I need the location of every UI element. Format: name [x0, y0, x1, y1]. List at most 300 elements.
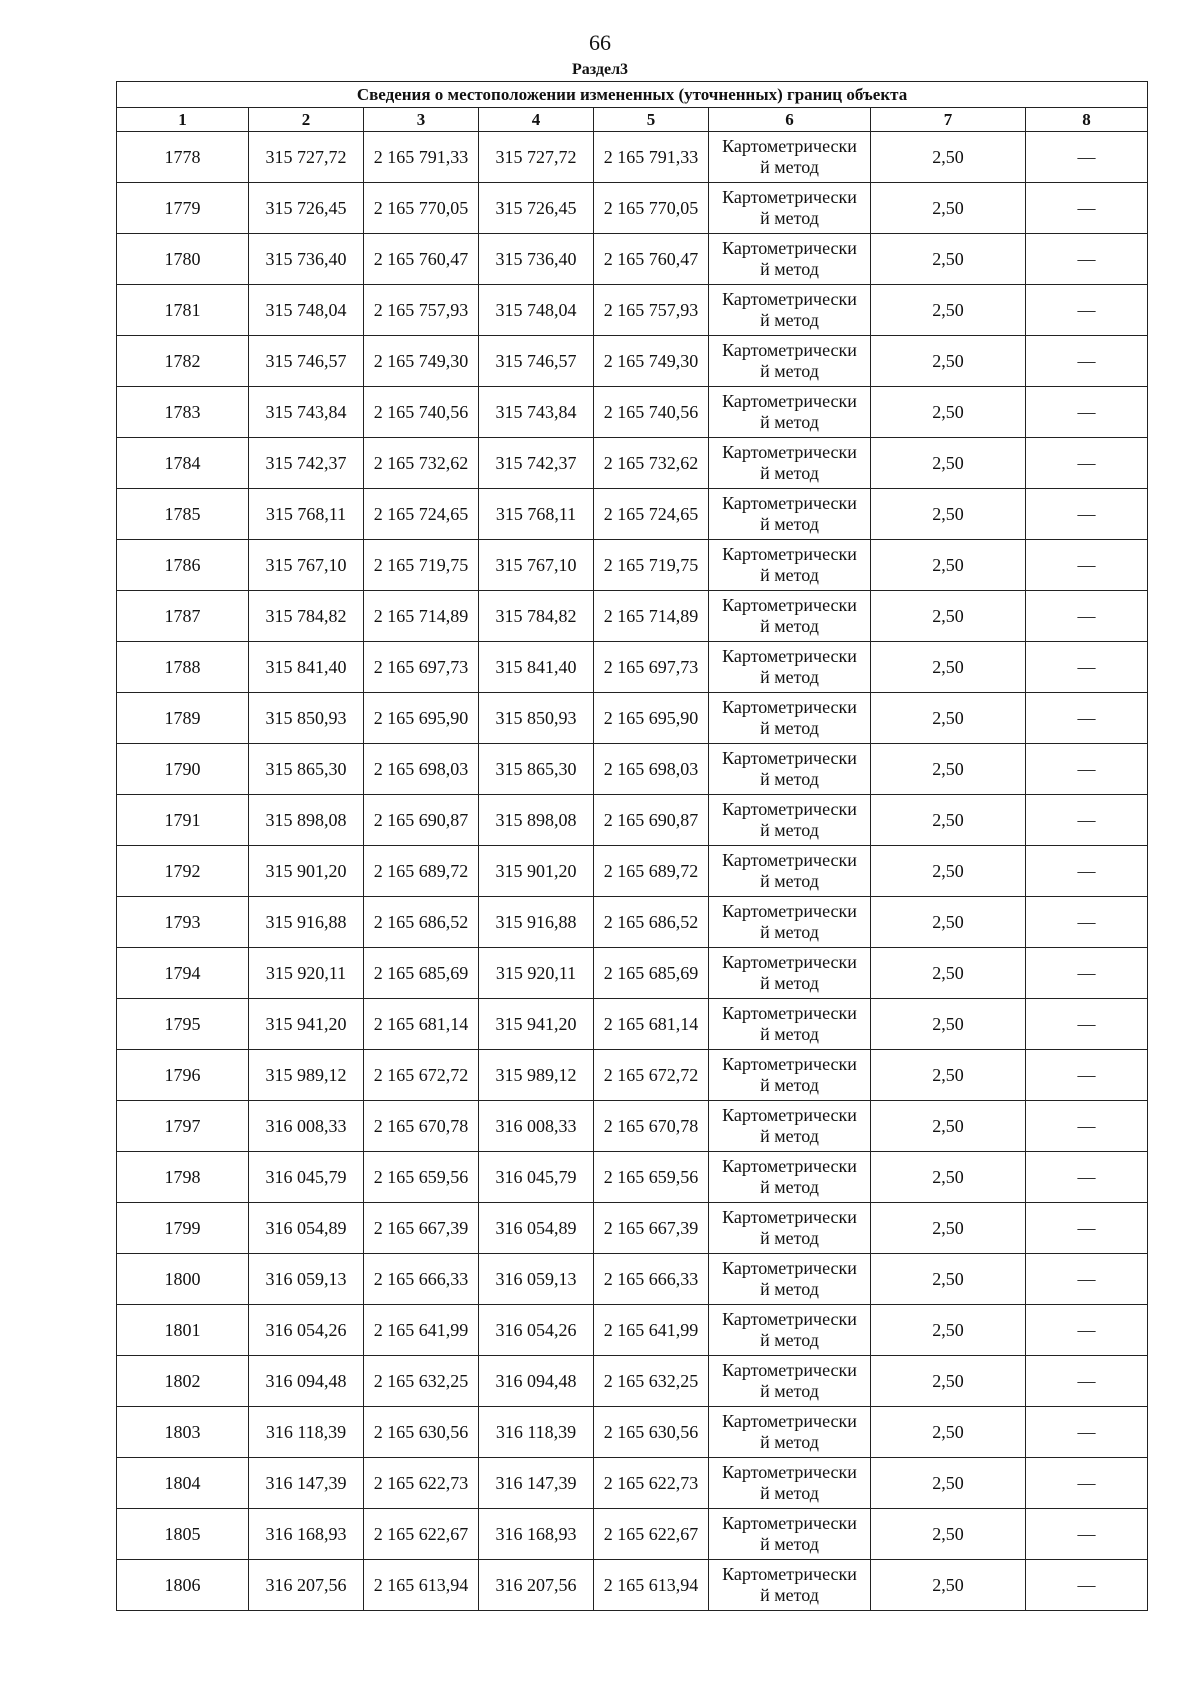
- table-caption: Сведения о местоположении измененных (уточненных) границ объекта: [117, 82, 1148, 108]
- method-cell: [709, 846, 871, 897]
- y-existing-cell: 2 165 690,87: [364, 795, 479, 846]
- column-number-row: [117, 108, 1148, 132]
- table-caption-row: [117, 82, 1148, 108]
- method-line-2: й метод: [760, 718, 819, 738]
- table-row: [117, 1458, 1148, 1509]
- x-new-cell: 315 898,08: [479, 795, 594, 846]
- accuracy-cell: 2,50: [871, 1101, 1026, 1152]
- accuracy-cell: 2,50: [871, 693, 1026, 744]
- point-number-cell: 1785: [117, 489, 249, 540]
- y-existing-cell: 2 165 689,72: [364, 846, 479, 897]
- method-line-1: Картометрически: [722, 544, 857, 564]
- table-row: [117, 1152, 1148, 1203]
- column-number: 2: [249, 108, 364, 132]
- point-number-cell: 1802: [117, 1356, 249, 1407]
- column-number: 6: [709, 108, 871, 132]
- x-new-cell: 316 168,93: [479, 1509, 594, 1560]
- y-existing-cell: 2 165 681,14: [364, 999, 479, 1050]
- method-line-2: й метод: [760, 514, 819, 534]
- method-line-2: й метод: [760, 1534, 819, 1554]
- method-line-1: Картометрически: [722, 697, 857, 717]
- x-existing-cell: 316 054,26: [249, 1305, 364, 1356]
- accuracy-cell: 2,50: [871, 1305, 1026, 1356]
- method-cell: [709, 795, 871, 846]
- method-line-2: й метод: [760, 1432, 819, 1452]
- method-line-2: й метод: [760, 922, 819, 942]
- method-cell: [709, 1458, 871, 1509]
- y-existing-cell: 2 165 697,73: [364, 642, 479, 693]
- point-number-cell: 1792: [117, 846, 249, 897]
- point-number-cell: 1805: [117, 1509, 249, 1560]
- table-row: [117, 285, 1148, 336]
- note-cell: —: [1026, 1050, 1148, 1101]
- x-new-cell: 316 054,26: [479, 1305, 594, 1356]
- x-new-cell: 315 841,40: [479, 642, 594, 693]
- x-existing-cell: 315 726,45: [249, 183, 364, 234]
- y-new-cell: 2 165 714,89: [594, 591, 709, 642]
- x-existing-cell: 316 168,93: [249, 1509, 364, 1560]
- point-number-cell: 1801: [117, 1305, 249, 1356]
- point-number-cell: 1803: [117, 1407, 249, 1458]
- x-existing-cell: 315 743,84: [249, 387, 364, 438]
- accuracy-cell: 2,50: [871, 234, 1026, 285]
- y-new-cell: 2 165 667,39: [594, 1203, 709, 1254]
- y-new-cell: 2 165 757,93: [594, 285, 709, 336]
- note-cell: —: [1026, 1560, 1148, 1611]
- accuracy-cell: 2,50: [871, 948, 1026, 999]
- method-cell: [709, 387, 871, 438]
- table-row: [117, 744, 1148, 795]
- method-cell: [709, 540, 871, 591]
- method-line-2: й метод: [760, 1024, 819, 1044]
- note-cell: —: [1026, 795, 1148, 846]
- table-row: [117, 795, 1148, 846]
- method-line-2: й метод: [760, 361, 819, 381]
- x-new-cell: 315 727,72: [479, 132, 594, 183]
- method-cell: [709, 438, 871, 489]
- table-row: [117, 591, 1148, 642]
- method-line-1: Картометрически: [722, 1309, 857, 1329]
- point-number-cell: 1780: [117, 234, 249, 285]
- x-existing-cell: 315 727,72: [249, 132, 364, 183]
- point-number-cell: 1804: [117, 1458, 249, 1509]
- accuracy-cell: 2,50: [871, 1203, 1026, 1254]
- y-new-cell: 2 165 719,75: [594, 540, 709, 591]
- note-cell: —: [1026, 591, 1148, 642]
- method-line-1: Картометрически: [722, 1258, 857, 1278]
- x-existing-cell: 316 059,13: [249, 1254, 364, 1305]
- method-line-1: Картометрически: [722, 136, 857, 156]
- accuracy-cell: 2,50: [871, 183, 1026, 234]
- y-new-cell: 2 165 670,78: [594, 1101, 709, 1152]
- x-new-cell: 315 742,37: [479, 438, 594, 489]
- method-line-1: Картометрически: [722, 442, 857, 462]
- y-new-cell: 2 165 630,56: [594, 1407, 709, 1458]
- boundary-coordinates-table: [116, 81, 1148, 1611]
- note-cell: —: [1026, 897, 1148, 948]
- section-title: Раздел3: [571, 61, 629, 78]
- note-cell: —: [1026, 1458, 1148, 1509]
- accuracy-cell: 2,50: [871, 336, 1026, 387]
- x-existing-cell: 315 736,40: [249, 234, 364, 285]
- y-existing-cell: 2 165 622,73: [364, 1458, 479, 1509]
- method-line-1: Картометрически: [722, 901, 857, 921]
- y-existing-cell: 2 165 685,69: [364, 948, 479, 999]
- x-new-cell: 315 768,11: [479, 489, 594, 540]
- y-new-cell: 2 165 749,30: [594, 336, 709, 387]
- method-cell: [709, 132, 871, 183]
- method-line-2: й метод: [760, 871, 819, 891]
- y-new-cell: 2 165 697,73: [594, 642, 709, 693]
- accuracy-cell: 2,50: [871, 1458, 1026, 1509]
- point-number-cell: 1794: [117, 948, 249, 999]
- method-line-2: й метод: [760, 973, 819, 993]
- method-cell: [709, 1509, 871, 1560]
- point-number-cell: 1786: [117, 540, 249, 591]
- x-new-cell: 315 916,88: [479, 897, 594, 948]
- y-new-cell: 2 165 695,90: [594, 693, 709, 744]
- note-cell: —: [1026, 1152, 1148, 1203]
- method-line-1: Картометрически: [722, 748, 857, 768]
- point-number-cell: 1782: [117, 336, 249, 387]
- method-line-2: й метод: [760, 208, 819, 228]
- accuracy-cell: 2,50: [871, 795, 1026, 846]
- method-line-1: Картометрически: [722, 850, 857, 870]
- method-cell: [709, 234, 871, 285]
- method-line-2: й метод: [760, 259, 819, 279]
- point-number-cell: 1791: [117, 795, 249, 846]
- y-existing-cell: 2 165 757,93: [364, 285, 479, 336]
- x-existing-cell: 315 865,30: [249, 744, 364, 795]
- x-new-cell: 316 207,56: [479, 1560, 594, 1611]
- column-number: 8: [1026, 108, 1148, 132]
- y-new-cell: 2 165 689,72: [594, 846, 709, 897]
- y-new-cell: 2 165 681,14: [594, 999, 709, 1050]
- method-cell: [709, 642, 871, 693]
- x-new-cell: 316 045,79: [479, 1152, 594, 1203]
- point-number-cell: 1789: [117, 693, 249, 744]
- method-line-1: Картометрически: [722, 595, 857, 615]
- note-cell: —: [1026, 336, 1148, 387]
- note-cell: —: [1026, 846, 1148, 897]
- point-number-cell: 1781: [117, 285, 249, 336]
- y-existing-cell: 2 165 732,62: [364, 438, 479, 489]
- x-new-cell: 315 865,30: [479, 744, 594, 795]
- x-new-cell: 315 767,10: [479, 540, 594, 591]
- method-line-2: й метод: [760, 1330, 819, 1350]
- method-cell: [709, 489, 871, 540]
- method-line-1: Картометрически: [722, 1462, 857, 1482]
- x-existing-cell: 315 768,11: [249, 489, 364, 540]
- y-new-cell: 2 165 613,94: [594, 1560, 709, 1611]
- x-existing-cell: 315 989,12: [249, 1050, 364, 1101]
- point-number-cell: 1778: [117, 132, 249, 183]
- table-row: [117, 999, 1148, 1050]
- y-existing-cell: 2 165 632,25: [364, 1356, 479, 1407]
- accuracy-cell: 2,50: [871, 642, 1026, 693]
- method-line-2: й метод: [760, 667, 819, 687]
- method-line-1: Картометрически: [722, 1564, 857, 1584]
- accuracy-cell: 2,50: [871, 1356, 1026, 1407]
- y-new-cell: 2 165 686,52: [594, 897, 709, 948]
- method-line-1: Картометрически: [722, 340, 857, 360]
- note-cell: —: [1026, 285, 1148, 336]
- y-existing-cell: 2 165 666,33: [364, 1254, 479, 1305]
- note-cell: —: [1026, 1509, 1148, 1560]
- y-new-cell: 2 165 732,62: [594, 438, 709, 489]
- table-row: [117, 132, 1148, 183]
- method-line-1: Картометрически: [722, 1411, 857, 1431]
- y-existing-cell: 2 165 670,78: [364, 1101, 479, 1152]
- y-existing-cell: 2 165 724,65: [364, 489, 479, 540]
- note-cell: —: [1026, 1305, 1148, 1356]
- y-existing-cell: 2 165 686,52: [364, 897, 479, 948]
- point-number-cell: 1806: [117, 1560, 249, 1611]
- note-cell: —: [1026, 1254, 1148, 1305]
- x-existing-cell: 315 901,20: [249, 846, 364, 897]
- method-line-2: й метод: [760, 820, 819, 840]
- table-row: [117, 1407, 1148, 1458]
- column-number: 5: [594, 108, 709, 132]
- point-number-cell: 1784: [117, 438, 249, 489]
- y-new-cell: 2 165 632,25: [594, 1356, 709, 1407]
- x-new-cell: 315 746,57: [479, 336, 594, 387]
- x-existing-cell: 315 920,11: [249, 948, 364, 999]
- table-body: [117, 82, 1148, 1611]
- method-line-1: Картометрически: [722, 238, 857, 258]
- note-cell: —: [1026, 693, 1148, 744]
- x-existing-cell: 315 742,37: [249, 438, 364, 489]
- x-existing-cell: 315 850,93: [249, 693, 364, 744]
- method-cell: [709, 999, 871, 1050]
- x-existing-cell: 315 784,82: [249, 591, 364, 642]
- method-line-1: Картометрически: [722, 1360, 857, 1380]
- method-line-2: й метод: [760, 1585, 819, 1605]
- y-new-cell: 2 165 641,99: [594, 1305, 709, 1356]
- column-number: 7: [871, 108, 1026, 132]
- y-new-cell: 2 165 666,33: [594, 1254, 709, 1305]
- method-line-1: Картометрически: [722, 1054, 857, 1074]
- method-line-2: й метод: [760, 1381, 819, 1401]
- note-cell: —: [1026, 1356, 1148, 1407]
- table-row: [117, 438, 1148, 489]
- method-cell: [709, 897, 871, 948]
- method-cell: [709, 1305, 871, 1356]
- x-new-cell: 315 920,11: [479, 948, 594, 999]
- x-existing-cell: 316 094,48: [249, 1356, 364, 1407]
- x-new-cell: 315 989,12: [479, 1050, 594, 1101]
- y-existing-cell: 2 165 672,72: [364, 1050, 479, 1101]
- method-line-2: й метод: [760, 1483, 819, 1503]
- x-existing-cell: 315 748,04: [249, 285, 364, 336]
- x-new-cell: 316 094,48: [479, 1356, 594, 1407]
- method-line-1: Картометрически: [722, 187, 857, 207]
- accuracy-cell: 2,50: [871, 540, 1026, 591]
- point-number-cell: 1790: [117, 744, 249, 795]
- table-row: [117, 897, 1148, 948]
- table-row: [117, 642, 1148, 693]
- method-line-1: Картометрически: [722, 799, 857, 819]
- method-cell: [709, 591, 871, 642]
- x-existing-cell: 316 008,33: [249, 1101, 364, 1152]
- table-row: [117, 336, 1148, 387]
- x-new-cell: 315 941,20: [479, 999, 594, 1050]
- y-new-cell: 2 165 659,56: [594, 1152, 709, 1203]
- page-number: 66: [589, 30, 611, 55]
- method-cell: [709, 1560, 871, 1611]
- y-existing-cell: 2 165 770,05: [364, 183, 479, 234]
- x-new-cell: 315 726,45: [479, 183, 594, 234]
- method-line-1: Картометрически: [722, 1003, 857, 1023]
- method-line-1: Картометрически: [722, 391, 857, 411]
- x-existing-cell: 315 746,57: [249, 336, 364, 387]
- column-number: 4: [479, 108, 594, 132]
- table-row: [117, 1254, 1148, 1305]
- y-existing-cell: 2 165 659,56: [364, 1152, 479, 1203]
- accuracy-cell: 2,50: [871, 1407, 1026, 1458]
- method-cell: [709, 336, 871, 387]
- y-new-cell: 2 165 724,65: [594, 489, 709, 540]
- x-new-cell: 316 147,39: [479, 1458, 594, 1509]
- y-existing-cell: 2 165 749,30: [364, 336, 479, 387]
- point-number-cell: 1796: [117, 1050, 249, 1101]
- point-number-cell: 1795: [117, 999, 249, 1050]
- note-cell: —: [1026, 642, 1148, 693]
- y-new-cell: 2 165 770,05: [594, 183, 709, 234]
- point-number-cell: 1783: [117, 387, 249, 438]
- accuracy-cell: 2,50: [871, 591, 1026, 642]
- point-number-cell: 1793: [117, 897, 249, 948]
- table-row: [117, 1101, 1148, 1152]
- point-number-cell: 1797: [117, 1101, 249, 1152]
- accuracy-cell: 2,50: [871, 489, 1026, 540]
- x-new-cell: 316 054,89: [479, 1203, 594, 1254]
- method-line-2: й метод: [760, 616, 819, 636]
- note-cell: —: [1026, 540, 1148, 591]
- x-new-cell: 315 736,40: [479, 234, 594, 285]
- y-existing-cell: 2 165 630,56: [364, 1407, 479, 1458]
- table-row: [117, 1560, 1148, 1611]
- y-existing-cell: 2 165 613,94: [364, 1560, 479, 1611]
- x-new-cell: 315 901,20: [479, 846, 594, 897]
- x-new-cell: 315 784,82: [479, 591, 594, 642]
- accuracy-cell: 2,50: [871, 846, 1026, 897]
- x-existing-cell: 316 118,39: [249, 1407, 364, 1458]
- y-existing-cell: 2 165 791,33: [364, 132, 479, 183]
- y-new-cell: 2 165 622,67: [594, 1509, 709, 1560]
- x-new-cell: 316 059,13: [479, 1254, 594, 1305]
- x-new-cell: 316 118,39: [479, 1407, 594, 1458]
- method-cell: [709, 1407, 871, 1458]
- method-line-2: й метод: [760, 463, 819, 483]
- point-number-cell: 1787: [117, 591, 249, 642]
- table-row: [117, 948, 1148, 999]
- note-cell: —: [1026, 948, 1148, 999]
- method-line-2: й метод: [760, 1126, 819, 1146]
- note-cell: —: [1026, 438, 1148, 489]
- table-row: [117, 489, 1148, 540]
- note-cell: —: [1026, 387, 1148, 438]
- x-new-cell: 316 008,33: [479, 1101, 594, 1152]
- column-number: 3: [364, 108, 479, 132]
- method-cell: [709, 1254, 871, 1305]
- method-cell: [709, 1152, 871, 1203]
- table-row: [117, 1509, 1148, 1560]
- table-row: [117, 1305, 1148, 1356]
- x-new-cell: 315 743,84: [479, 387, 594, 438]
- x-existing-cell: 316 207,56: [249, 1560, 364, 1611]
- method-cell: [709, 1356, 871, 1407]
- note-cell: —: [1026, 183, 1148, 234]
- accuracy-cell: 2,50: [871, 1509, 1026, 1560]
- y-existing-cell: 2 165 667,39: [364, 1203, 479, 1254]
- method-cell: [709, 1050, 871, 1101]
- table-row: [117, 183, 1148, 234]
- x-existing-cell: 316 054,89: [249, 1203, 364, 1254]
- accuracy-cell: 2,50: [871, 1152, 1026, 1203]
- note-cell: —: [1026, 234, 1148, 285]
- method-line-2: й метод: [760, 412, 819, 432]
- table-row: [117, 387, 1148, 438]
- method-cell: [709, 1101, 871, 1152]
- point-number-cell: 1800: [117, 1254, 249, 1305]
- note-cell: —: [1026, 999, 1148, 1050]
- x-existing-cell: 315 898,08: [249, 795, 364, 846]
- note-cell: —: [1026, 744, 1148, 795]
- table-row: [117, 693, 1148, 744]
- method-line-2: й метод: [760, 157, 819, 177]
- x-existing-cell: 316 147,39: [249, 1458, 364, 1509]
- x-existing-cell: 315 841,40: [249, 642, 364, 693]
- y-existing-cell: 2 165 719,75: [364, 540, 479, 591]
- method-cell: [709, 183, 871, 234]
- column-number: 1: [117, 108, 249, 132]
- accuracy-cell: 2,50: [871, 1560, 1026, 1611]
- y-existing-cell: 2 165 641,99: [364, 1305, 479, 1356]
- accuracy-cell: 2,50: [871, 285, 1026, 336]
- method-line-2: й метод: [760, 565, 819, 585]
- y-existing-cell: 2 165 760,47: [364, 234, 479, 285]
- accuracy-cell: 2,50: [871, 1254, 1026, 1305]
- method-line-1: Картометрически: [722, 646, 857, 666]
- y-existing-cell: 2 165 740,56: [364, 387, 479, 438]
- method-cell: [709, 744, 871, 795]
- method-line-1: Картометрически: [722, 493, 857, 513]
- note-cell: —: [1026, 132, 1148, 183]
- accuracy-cell: 2,50: [871, 132, 1026, 183]
- method-cell: [709, 948, 871, 999]
- y-existing-cell: 2 165 622,67: [364, 1509, 479, 1560]
- y-existing-cell: 2 165 714,89: [364, 591, 479, 642]
- method-line-1: Картометрически: [722, 1513, 857, 1533]
- y-new-cell: 2 165 698,03: [594, 744, 709, 795]
- accuracy-cell: 2,50: [871, 438, 1026, 489]
- note-cell: —: [1026, 1203, 1148, 1254]
- note-cell: —: [1026, 489, 1148, 540]
- point-number-cell: 1788: [117, 642, 249, 693]
- point-number-cell: 1798: [117, 1152, 249, 1203]
- y-new-cell: 2 165 622,73: [594, 1458, 709, 1509]
- accuracy-cell: 2,50: [871, 897, 1026, 948]
- method-line-2: й метод: [760, 1075, 819, 1095]
- method-line-2: й метод: [760, 1279, 819, 1299]
- method-line-1: Картометрически: [722, 1156, 857, 1176]
- table-row: [117, 846, 1148, 897]
- table-row: [117, 1050, 1148, 1101]
- table-row: [117, 234, 1148, 285]
- y-new-cell: 2 165 672,72: [594, 1050, 709, 1101]
- x-new-cell: 315 850,93: [479, 693, 594, 744]
